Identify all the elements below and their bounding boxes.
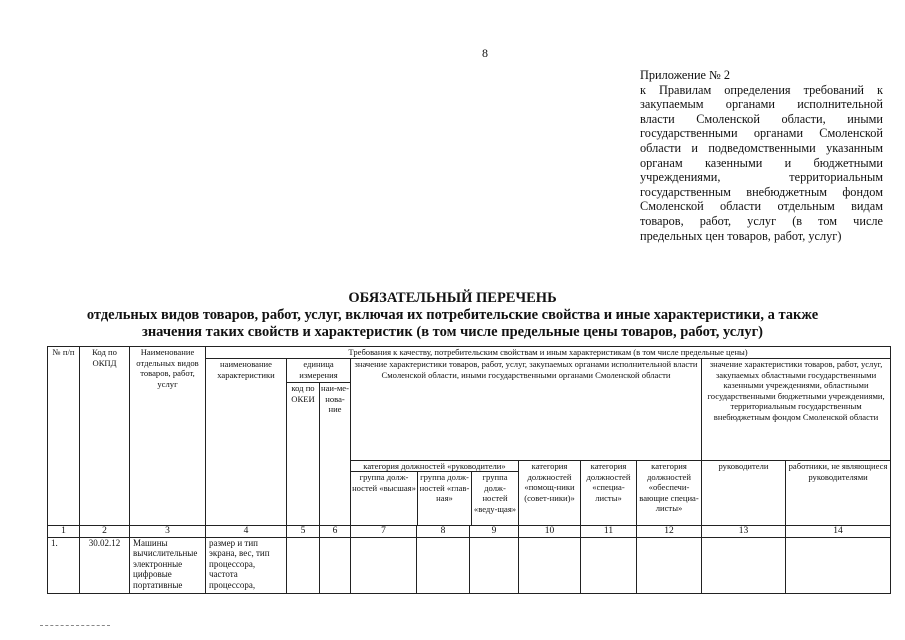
row-cell: [417, 538, 470, 594]
appendix-header: [640, 68, 883, 243]
appendix-line: Смоленской области отдельным видам: [640, 199, 883, 214]
row-cell: [519, 538, 581, 594]
appendix-line: к Правилам определения требований к: [640, 82, 883, 97]
column-number: 7: [351, 526, 417, 538]
appendix-line: Приложение № 2: [640, 68, 731, 82]
page-number: 8: [482, 46, 488, 60]
header-category-support: категория должностей «обеспечи-вающие специа-листы»: [637, 461, 702, 526]
column-number: 14: [786, 526, 891, 538]
row-cell: [786, 538, 891, 594]
header-num: № п/п: [48, 347, 80, 526]
appendix-line: власти Смоленской области, иными: [640, 111, 883, 126]
header-unit-code: код по ОКЕИ: [287, 383, 320, 526]
column-number: 2: [80, 526, 130, 538]
title-line-1: ОБЯЗАТЕЛЬНЫЙ ПЕРЕЧЕНЬ: [348, 290, 557, 306]
document-title: [0, 290, 905, 341]
column-number: 10: [519, 526, 581, 538]
column-number: 3: [130, 526, 206, 538]
row-cell: [637, 538, 702, 594]
column-number: 11: [581, 526, 637, 538]
header-characteristic-name: наименование характеристики: [206, 359, 287, 526]
header-heads-group: [351, 461, 519, 526]
header-category-heads: категория должностей «руководители»: [351, 461, 518, 472]
appendix-line: государственным внебюджетным фондом: [640, 184, 883, 199]
row-cell: [581, 538, 637, 594]
appendix-line: закупаемым органами исполнительной: [640, 97, 883, 112]
column-number: 1: [48, 526, 80, 538]
header-item-name: Наименование отдельных видов товаров, работ, услуг: [130, 347, 206, 526]
column-number: 4: [206, 526, 287, 538]
appendix-line: предельных цен товаров, работ, услуг): [640, 228, 842, 243]
title-line-2: отдельных видов товаров, работ, услуг, включая их потребительские свойства и иные характеристики, а также: [86, 307, 819, 323]
row-characteristic: размер и тип экрана, вес, тип процессора, частота процессора,: [206, 538, 287, 594]
column-number: 9: [470, 526, 519, 538]
header-value-executive: значение характеристики товаров, работ, услуг, закупаемых органами исполнительной власти Смоленской области, иными государственными органами Смоленской области: [351, 359, 702, 461]
header-category-assistants: категория должностей «помощ-ники (совет-ники)»: [519, 461, 581, 526]
column-number: 13: [702, 526, 786, 538]
column-number: 6: [320, 526, 351, 538]
header-unit: единица измерения: [287, 359, 351, 383]
title-line-3: значения таких свойств и характеристик (в том числе предельные цены товаров, работ, услуг): [142, 324, 763, 340]
header-unit-name: наи-ме-нова-ние: [320, 383, 351, 526]
row-num: 1.: [48, 538, 80, 594]
appendix-line: учреждениями, территориальным: [640, 170, 883, 185]
appendix-line: области и подведомственными указанным: [640, 140, 883, 155]
header-okpd: Код по ОКПД: [80, 347, 130, 526]
footnote-rule: [40, 625, 110, 626]
header-requirements: Требования к качеству, потребительским свойствам и иным характеристикам (в том числе предельные цены): [206, 347, 891, 359]
header-value-institutions: значение характеристики товаров, работ, услуг, закупаемых областными государственными казенными учреждениями, областными государственными бюджетными учреждениями, территориальным государственным внебюджетным фондом Смоленской области: [702, 359, 891, 461]
row-item-name: Машины вычислительные электронные цифровые портативные: [130, 538, 206, 594]
row-okpd: 30.02.12: [80, 538, 130, 594]
appendix-line: государственными органами Смоленской: [640, 126, 883, 141]
row-cell: [351, 538, 417, 594]
column-number: 12: [637, 526, 702, 538]
row-cell: [320, 538, 351, 594]
header-group-main: группа долж-ностей «глав-ная»: [418, 472, 472, 525]
appendix-line: товаров, работ, услуг (в том числе: [640, 213, 883, 228]
column-number: 5: [287, 526, 320, 538]
row-cell: [287, 538, 320, 594]
header-non-managers: работники, не являющиеся руководителями: [786, 461, 891, 526]
header-group-high: группа долж-ностей «высшая»: [351, 472, 418, 525]
appendix-line: органам казенными и бюджетными: [640, 155, 883, 170]
row-cell: [702, 538, 786, 594]
requirements-table: [47, 346, 891, 594]
header-category-specialists: категория должностей «специа-листы»: [581, 461, 637, 526]
header-group-lead: группа долж-ностей «веду-щая»: [473, 472, 517, 514]
header-managers: руководители: [702, 461, 786, 526]
column-number: 8: [417, 526, 470, 538]
row-cell: [470, 538, 519, 594]
